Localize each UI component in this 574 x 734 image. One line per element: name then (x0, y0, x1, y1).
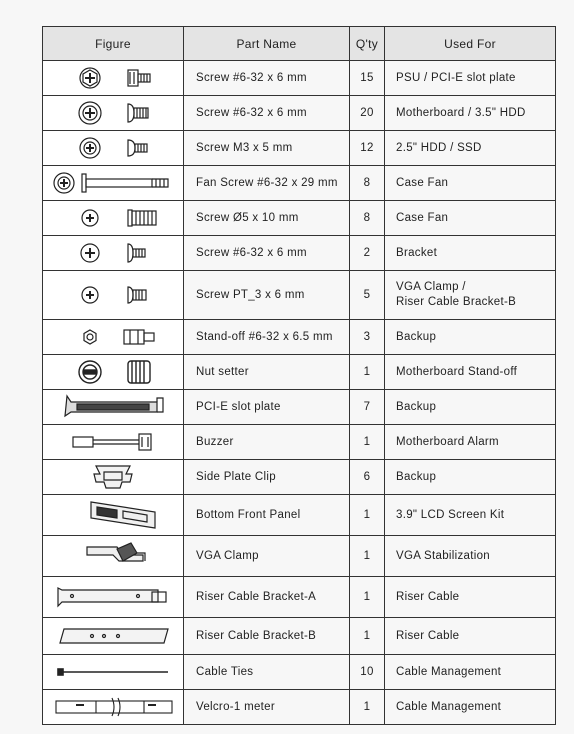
standoff-icon (43, 320, 184, 355)
table-row (43, 390, 556, 425)
part-qty: 1 (350, 536, 385, 577)
part-name: Screw M3 x 5 mm (184, 131, 350, 166)
part-name: Riser Cable Bracket-B (184, 618, 350, 655)
part-qty: 3 (350, 320, 385, 355)
part-name: Nut setter (184, 355, 350, 390)
part-name: Fan Screw #6-32 x 29 mm (184, 166, 350, 201)
header-part-name: Part Name (184, 27, 350, 61)
part-qty: 20 (350, 96, 385, 131)
part-used-for: PSU / PCI-E slot plate (385, 61, 556, 96)
table-row (43, 271, 556, 320)
table-row (43, 355, 556, 390)
part-qty: 1 (350, 618, 385, 655)
velcro-icon (43, 690, 184, 725)
part-name: Screw #6-32 x 6 mm (184, 96, 350, 131)
part-used-for: Motherboard / 3.5" HDD (385, 96, 556, 131)
table-row (43, 61, 556, 96)
used-for-line-2: Riser Cable Bracket-B (396, 296, 517, 308)
part-name: Screw PT_3 x 6 mm (184, 271, 350, 320)
part-used-for: Riser Cable (385, 618, 556, 655)
table-row (43, 320, 556, 355)
table-row (43, 425, 556, 460)
part-used-for: Backup (385, 460, 556, 495)
part-qty: 12 (350, 131, 385, 166)
part-name: Cable Ties (184, 655, 350, 690)
cable-tie-icon (43, 655, 184, 690)
round-head-screw-icon (43, 96, 184, 131)
vga-clamp-icon (43, 536, 184, 577)
table-row (43, 131, 556, 166)
part-used-for: 2.5" HDD / SSD (385, 131, 556, 166)
part-name: Screw #6-32 x 6 mm (184, 61, 350, 96)
table-row (43, 460, 556, 495)
part-qty: 6 (350, 460, 385, 495)
table-row (43, 495, 556, 536)
part-name: Screw Ø5 x 10 mm (184, 201, 350, 236)
part-name: PCI-E slot plate (184, 390, 350, 425)
nut-setter-icon (43, 355, 184, 390)
bracket-b-icon (43, 618, 184, 655)
part-used-for: Riser Cable (385, 577, 556, 618)
table-row (43, 96, 556, 131)
part-qty: 8 (350, 201, 385, 236)
part-name: VGA Clamp (184, 536, 350, 577)
part-used-for: VGA Stabilization (385, 536, 556, 577)
parts-table (42, 26, 556, 725)
part-qty: 1 (350, 495, 385, 536)
part-used-for: Backup (385, 390, 556, 425)
table-row (43, 618, 556, 655)
part-qty: 1 (350, 355, 385, 390)
table-row (43, 236, 556, 271)
rubber-screw-icon (43, 201, 184, 236)
part-name: Side Plate Clip (184, 460, 350, 495)
parts-list (42, 26, 555, 725)
header-qty: Q'ty (350, 27, 385, 61)
table-row (43, 201, 556, 236)
part-qty: 1 (350, 425, 385, 460)
table-row (43, 536, 556, 577)
part-used-for: 3.9" LCD Screen Kit (385, 495, 556, 536)
table-row (43, 577, 556, 618)
used-for-line-1: VGA Clamp / (396, 281, 466, 293)
table-row (43, 655, 556, 690)
part-qty: 2 (350, 236, 385, 271)
part-used-for: Backup (385, 320, 556, 355)
part-used-for: Cable Management (385, 690, 556, 725)
part-used-for: Case Fan (385, 166, 556, 201)
part-used-for: Motherboard Alarm (385, 425, 556, 460)
hex-screw-icon (43, 61, 184, 96)
small-screw-icon (43, 131, 184, 166)
part-qty: 1 (350, 577, 385, 618)
front-panel-icon (43, 495, 184, 536)
header-used-for: Used For (385, 27, 556, 61)
part-qty: 1 (350, 690, 385, 725)
header-figure: Figure (43, 27, 184, 61)
part-qty: 7 (350, 390, 385, 425)
bracket-a-icon (43, 577, 184, 618)
part-name: Stand-off #6-32 x 6.5 mm (184, 320, 350, 355)
part-used-for: Cable Management (385, 655, 556, 690)
part-name: Riser Cable Bracket-A (184, 577, 350, 618)
table-row (43, 166, 556, 201)
part-qty: 15 (350, 61, 385, 96)
part-used-for: Bracket (385, 236, 556, 271)
part-qty: 5 (350, 271, 385, 320)
long-fan-screw-icon (43, 166, 184, 201)
part-qty: 10 (350, 655, 385, 690)
table-row (43, 690, 556, 725)
part-name: Bottom Front Panel (184, 495, 350, 536)
part-used-for (385, 271, 556, 320)
flat-screw-icon (43, 236, 184, 271)
part-used-for: Case Fan (385, 201, 556, 236)
part-name: Velcro-1 meter (184, 690, 350, 725)
part-used-for: Motherboard Stand-off (385, 355, 556, 390)
slot-plate-icon (43, 390, 184, 425)
side-clip-icon (43, 460, 184, 495)
pt-screw-icon (43, 271, 184, 320)
buzzer-icon (43, 425, 184, 460)
part-name: Screw #6-32 x 6 mm (184, 236, 350, 271)
part-name: Buzzer (184, 425, 350, 460)
part-qty: 8 (350, 166, 385, 201)
table-header-row (43, 27, 556, 61)
